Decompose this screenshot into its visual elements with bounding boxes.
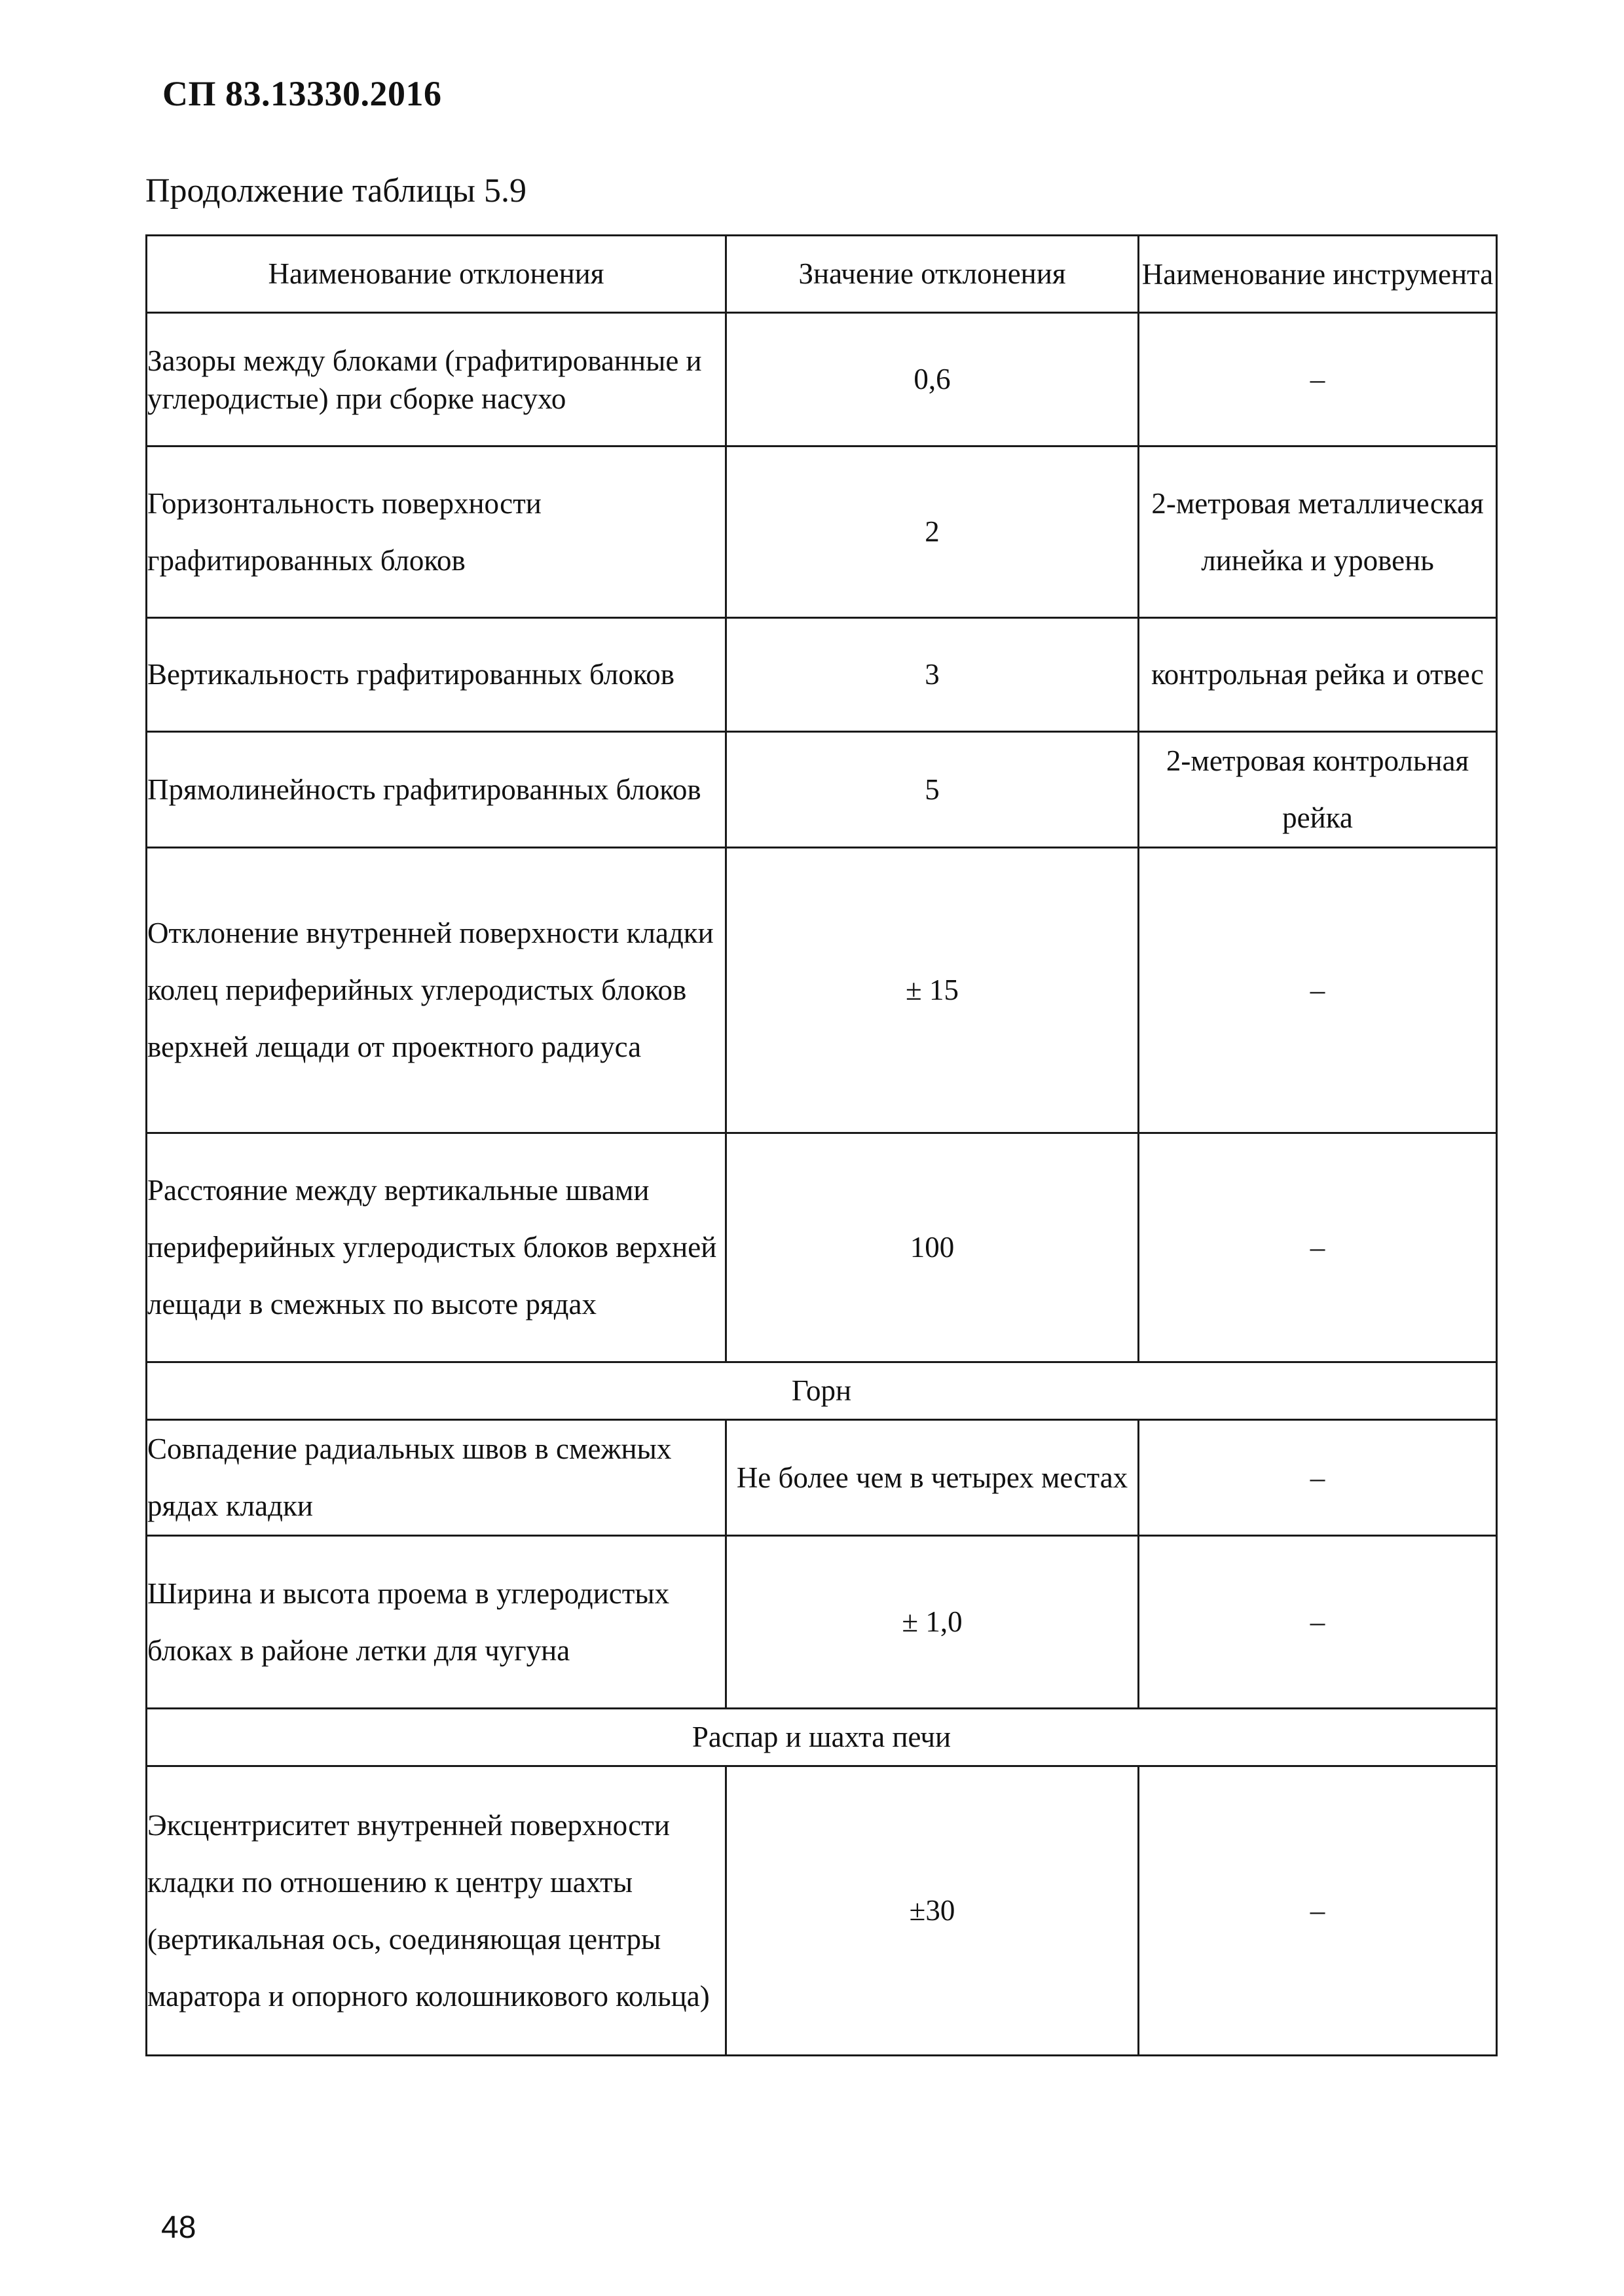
section-row-raspar	[147, 1709, 1497, 1766]
row-value: 5	[726, 732, 1139, 848]
table-caption: Продолжение таблицы 5.9	[145, 172, 526, 210]
header-deviation-name: Наименование отклонения	[147, 236, 726, 313]
table-row	[147, 1536, 1497, 1709]
section-title-raspar: Распар и шахта печи	[147, 1709, 1497, 1766]
deviation-table	[145, 234, 1498, 2056]
row-value: ±30	[726, 1766, 1139, 2056]
table-row	[147, 1133, 1497, 1362]
row-name: Совпадение радиальных швов в смежных рядах кладки	[147, 1420, 726, 1536]
section-row-gorn	[147, 1362, 1497, 1420]
row-value: 2	[726, 446, 1139, 618]
row-name: Ширина и высота проема в углеродистых блоках в районе летки для чугуна	[147, 1536, 726, 1709]
row-value: Не более чем в четырех местах	[726, 1420, 1139, 1536]
table-row	[147, 732, 1497, 848]
row-tool: контрольная рейка и отвес	[1139, 618, 1497, 732]
table-row	[147, 618, 1497, 732]
row-tool: –	[1139, 848, 1497, 1133]
row-name: Зазоры между блоками (графитированные и углеродистые) при сборке насухо	[147, 313, 726, 446]
row-value: 3	[726, 618, 1139, 732]
table-row	[147, 848, 1497, 1133]
row-value: ± 1,0	[726, 1536, 1139, 1709]
header-deviation-value: Значение отклонения	[726, 236, 1139, 313]
page-number: 48	[161, 2210, 196, 2245]
row-tool: –	[1139, 1420, 1497, 1536]
row-name: Прямолинейность графитированных блоков	[147, 732, 726, 848]
row-tool: 2-метровая металлическая линейка и уровень	[1139, 446, 1497, 618]
row-value: 100	[726, 1133, 1139, 1362]
row-name: Отклонение внутренней поверхности кладки колец периферийных углеродистых блоков верхней лещади от проектного радиуса	[147, 848, 726, 1133]
row-name: Вертикальность графитированных блоков	[147, 618, 726, 732]
table-row	[147, 446, 1497, 618]
row-tool: 2-метровая контрольная рейка	[1139, 732, 1497, 848]
row-tool: –	[1139, 1766, 1497, 2056]
section-title-gorn: Горн	[147, 1362, 1497, 1420]
table-header-row	[147, 236, 1497, 313]
row-tool: –	[1139, 1536, 1497, 1709]
row-tool: –	[1139, 313, 1497, 446]
row-name: Эксцентриситет внутренней поверхности кладки по отношению к центру шахты (вертикальная ось, соединяющая центры маратора и опорного колошникового кольца)	[147, 1766, 726, 2056]
table-row	[147, 313, 1497, 446]
table-row	[147, 1766, 1497, 2056]
row-name: Горизонтальность поверхности графитированных блоков	[147, 446, 726, 618]
row-name: Расстояние между вертикальные швами периферийных углеродистых блоков верхней лещади в смежных по высоте рядах	[147, 1133, 726, 1362]
table-row	[147, 1420, 1497, 1536]
row-value: ± 15	[726, 848, 1139, 1133]
header-instrument-name: Наименование инструмента	[1139, 236, 1497, 313]
document-code: СП 83.13330.2016	[162, 74, 442, 113]
row-value: 0,6	[726, 313, 1139, 446]
row-tool: –	[1139, 1133, 1497, 1362]
